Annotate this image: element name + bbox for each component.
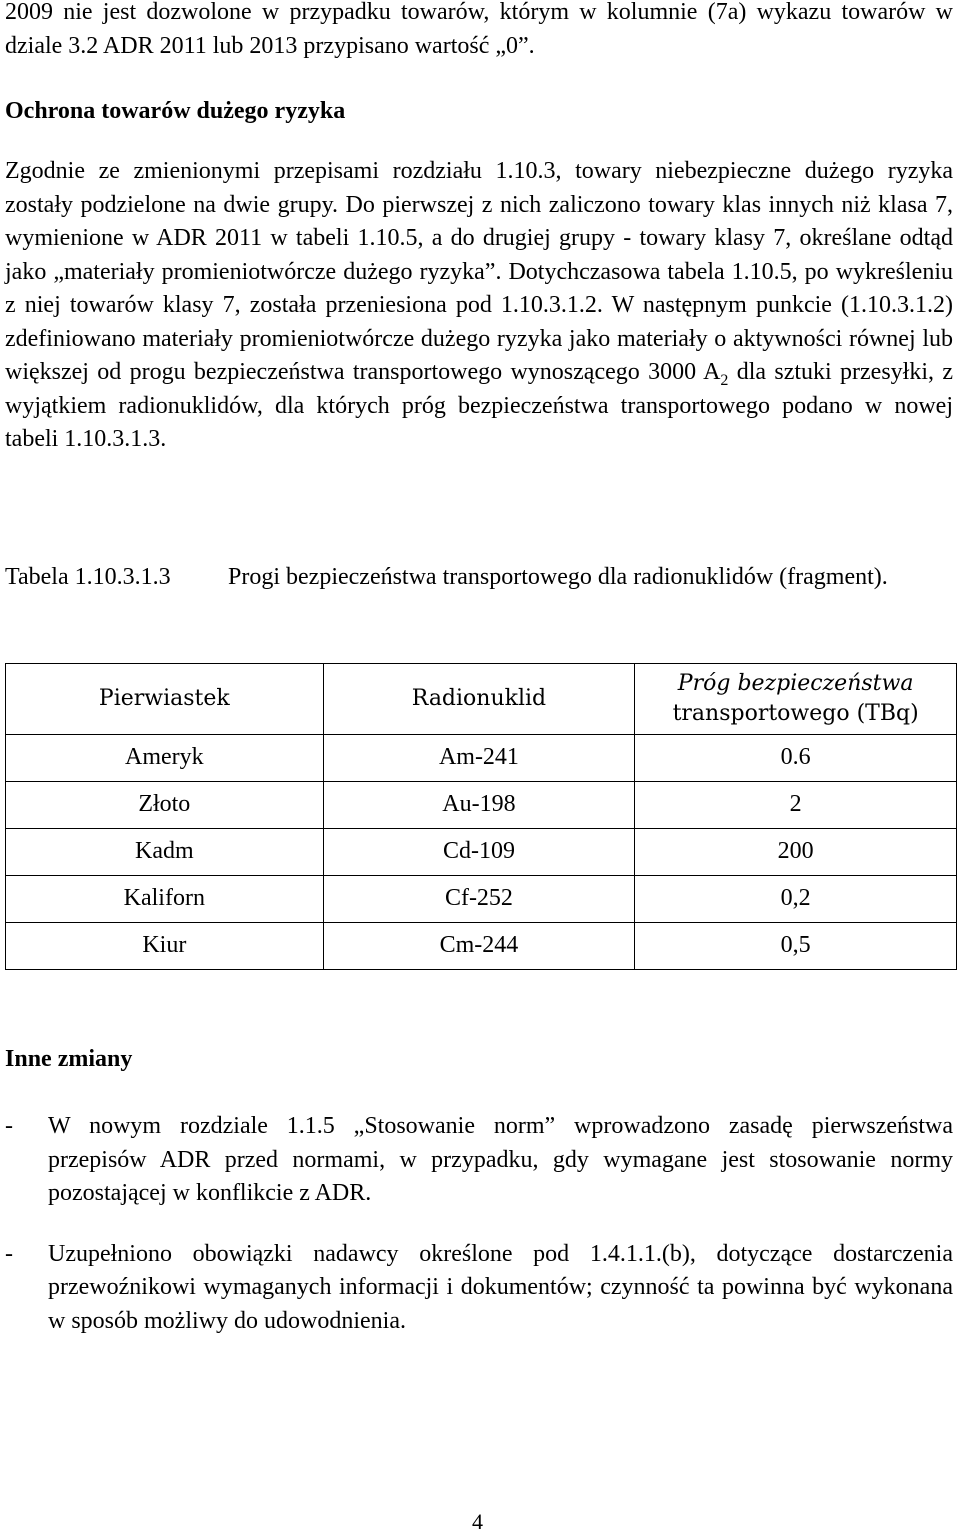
- table-row: [6, 876, 957, 923]
- section-heading-high-risk: Ochrona towarów dużego ryzyka: [5, 98, 346, 124]
- cell-element: Ameryk: [6, 735, 324, 782]
- header-threshold: [635, 664, 957, 735]
- paragraph-main-text: Zgodnie ze zmienionymi przepisami rozdziału 1.10.3, towary niebezpieczne dużego ryzyka zostały podzielone na dwie grupy. Do pierwszej z nich zaliczono towary klas innych niż klasa 7, wymienione w ADR 2011 w tabeli 1.10.5, a do drugiej grupy - towary klasy 7, określane odtąd jako „materiały promieniotwórcze dużego ryzyka”. Dotychczasowa tabela 1.10.5, po wykreśleniu z niej towarów klasy 7, została przeniesiona pod 1.10.3.1.2. W następnym punkcie (1.10.3.1.2) zdefiniowano materiały promieniotwórcze dużego ryzyka jako materiały o aktywności równej lub większej od progu bezpieczeństwa transportowego wynoszącego 3000 A: [5, 158, 953, 385]
- header-threshold-line2: transportowego (TBq): [672, 701, 919, 726]
- cell-threshold: 0,2: [635, 876, 957, 923]
- list-item-text: W nowym rozdziale 1.1.5 „Stosowanie norm” wprowadzono zasadę pierwszeństwa przepisów ADR przed normami, w przypadku, gdy wymagane jest stosowanie normy pozostającej w konflikcie z ADR.: [48, 1113, 953, 1206]
- paragraph-tail-text: dla sztuki przesyłki, z wyjątkiem radionuklidów, dla których próg bezpieczeństwa transportowego podano w nowej tabeli 1.10.3.1.3.: [5, 359, 953, 452]
- table-header-row: [6, 664, 957, 735]
- table-row: [6, 782, 957, 829]
- cell-threshold: 200: [635, 829, 957, 876]
- cell-threshold: 2: [635, 782, 957, 829]
- header-element: Pierwiastek: [6, 664, 324, 735]
- changes-list: [5, 1110, 953, 1365]
- cell-element: Kadm: [6, 829, 324, 876]
- cell-radionuclide: Cm-244: [323, 923, 635, 970]
- table-row: [6, 735, 957, 782]
- cell-element: Złoto: [6, 782, 324, 829]
- section-heading-other-changes: Inne zmiany: [5, 1046, 133, 1072]
- page-number: 4: [472, 1509, 483, 1534]
- list-item-text: Uzupełniono obowiązki nadawcy określone pod 1.4.1.1.(b), dotyczące dostarczenia przewoźnikowi wymaganych informacji i dokumentów; czynność ta powinna być wykonana w sposób możliwy do udowodnienia.: [48, 1240, 953, 1334]
- radionuclide-table: [5, 663, 957, 970]
- table-caption-text: Progi bezpieczeństwa transportowego dla radionuklidów (fragment).: [228, 564, 888, 590]
- high-risk-paragraph: [5, 155, 953, 457]
- header-threshold-line1: Próg bezpieczeństwa: [677, 671, 914, 696]
- cell-radionuclide: Au-198: [323, 782, 635, 829]
- subscript-2: 2: [720, 371, 729, 389]
- list-dash: -: [5, 1240, 13, 1267]
- cell-threshold: 0,5: [635, 923, 957, 970]
- table-caption-label: Tabela 1.10.3.1.3: [5, 564, 171, 590]
- list-item: [5, 1238, 953, 1339]
- list-dash: -: [5, 1113, 13, 1139]
- header-radionuclide: Radionuklid: [323, 664, 635, 735]
- cell-element: Kaliforn: [6, 876, 324, 923]
- cell-radionuclide: Cd-109: [323, 829, 635, 876]
- cell-radionuclide: Cf-252: [323, 876, 635, 923]
- list-item: [5, 1110, 953, 1211]
- table-caption: [5, 561, 953, 595]
- cell-element: Kiur: [6, 923, 324, 970]
- table-row: [6, 923, 957, 970]
- intro-paragraph: 2009 nie jest dozwolone w przypadku towarów, którym w kolumnie (7a) wykazu towarów w dziale 3.2 ADR 2011 lub 2013 przypisano wartość „0”.: [5, 0, 953, 59]
- cell-radionuclide: Am-241: [323, 735, 635, 782]
- table-row: [6, 829, 957, 876]
- cell-threshold: 0.6: [635, 735, 957, 782]
